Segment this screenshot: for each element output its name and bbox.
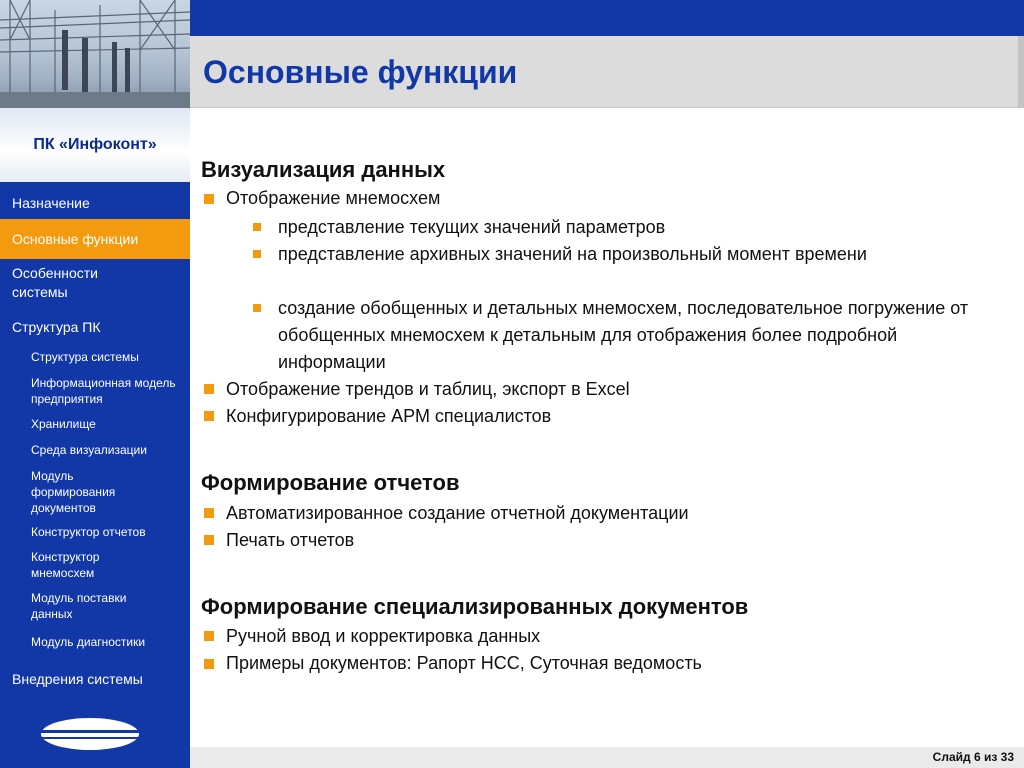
bullet-square-icon: [204, 384, 214, 394]
sidebar-nav: [0, 182, 190, 768]
sub-bullet-square-icon: [253, 250, 261, 258]
nav-sub-report-builder[interactable]: Конструктор отчетов: [31, 525, 146, 539]
sub-bullet-square-icon: [253, 304, 261, 312]
nav-item-features[interactable]: Особенности системы: [12, 265, 98, 300]
nav-sub-doc-module[interactable]: Модуль формирования документов: [31, 469, 116, 515]
company-logo: [40, 717, 140, 756]
product-brand: [0, 108, 190, 182]
section-title: Визуализация данных: [201, 157, 446, 182]
nav-sub-data-supply[interactable]: Модуль поставки данных: [31, 591, 127, 621]
footer-bar: [190, 747, 1024, 768]
section-title: Формирование отчетов: [201, 470, 460, 495]
top-bar: [190, 0, 1024, 36]
nav-item-main-functions[interactable]: [0, 219, 190, 259]
bullet-item: Ручной ввод и корректировка данных: [226, 626, 541, 646]
product-name: ПК «Инфоконт»: [33, 136, 157, 153]
bullet-square-icon: [204, 659, 214, 669]
bullet-item: Конфигурирование АРМ специалистов: [226, 406, 552, 426]
nav-sub-visualization[interactable]: Среда визуализации: [31, 443, 147, 457]
bullet-square-icon: [204, 535, 214, 545]
title-bar: [190, 36, 1024, 108]
slide-title: Основные функции: [203, 54, 518, 90]
bullet-item: Примеры документов: Рапорт НСС, Суточная ведомость: [226, 653, 702, 673]
title-edge: [1018, 36, 1024, 108]
nav-sub-info-model[interactable]: Информационная модель предприятия: [31, 376, 176, 406]
sub-bullet-square-icon: [253, 223, 261, 231]
bullet-square-icon: [204, 411, 214, 421]
sub-bullet-item: представление текущих значений параметров: [278, 217, 666, 237]
nav-sub-system-structure[interactable]: Структура системы: [31, 350, 139, 364]
substation-image: [0, 0, 190, 108]
bullet-square-icon: [204, 631, 214, 641]
sub-bullet-item: создание обобщенных и детальных мнемосхем, последовательное погружение от обобщенных мнемосхем к детальным для отображения более подробной информации: [278, 298, 969, 372]
section-title: Формирование специализированных документов: [201, 594, 749, 619]
nav-sub-mnemo-builder[interactable]: Конструктор мнемосхем: [31, 550, 100, 580]
bullet-item: Отображение мнемосхем: [226, 188, 441, 208]
nav-sub-diagnostics[interactable]: Модуль диагностики: [31, 635, 146, 649]
bullet-item: Печать отчетов: [226, 530, 355, 550]
header-photo: [0, 0, 190, 108]
bullet-square-icon: [204, 194, 214, 204]
nav-item-implementations[interactable]: Внедрения системы: [12, 671, 143, 687]
bullet-item: Отображение трендов и таблиц, экспорт в Excel: [226, 379, 630, 399]
slide-counter: Слайд 6 из 33: [932, 750, 1014, 764]
cmc-logo-icon: [40, 717, 140, 751]
sub-bullet-item: представление архивных значений на произвольный момент времени: [278, 244, 867, 264]
bullet-item: Автоматизированное создание отчетной документации: [226, 503, 689, 523]
nav-item-structure[interactable]: Структура ПК: [12, 319, 101, 335]
nav-sub-storage[interactable]: Хранилище: [31, 417, 96, 431]
nav-item-label: Основные функции: [12, 230, 139, 247]
bullet-square-icon: [204, 508, 214, 518]
nav-item-purpose[interactable]: Назначение: [12, 195, 90, 211]
